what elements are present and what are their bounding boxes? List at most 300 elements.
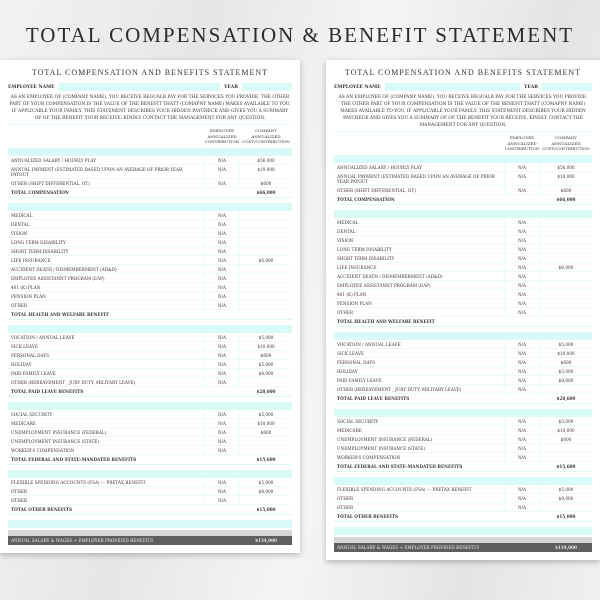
- intro-line: YOUR FAMILY. THIS STATEMENT DESCRIBES YOUR HIDDEN PAYCHECK AND GIVES YOU A SUMMARY OF OF THE BENEFIT YOUR: [34, 109, 289, 121]
- total-value: $15,600: [556, 463, 576, 469]
- employee-contribution[interactable]: N/A: [504, 349, 540, 357]
- statement-page-right: [326, 60, 600, 560]
- row-label: OTHER: [11, 302, 28, 308]
- header-spacer: [334, 135, 504, 152]
- employee-contribution[interactable]: N/A: [504, 385, 540, 393]
- table-row: [8, 351, 292, 360]
- hero-title: TOTAL COMPENSATION & BENEFIT STATEMENT: [25, 23, 575, 47]
- employee-contribution[interactable]: N/A: [204, 247, 240, 255]
- header-spacer: [8, 128, 204, 145]
- company-cost[interactable]: [540, 245, 592, 253]
- table-row: [8, 446, 292, 455]
- employee-contribution-header: [504, 135, 540, 152]
- total-label: TOTAL OTHER BENEFITS: [337, 513, 398, 519]
- row-label: MEDICARE: [11, 420, 36, 426]
- employee-contribution[interactable]: N/A: [504, 453, 540, 461]
- column-headers: [8, 124, 292, 148]
- employee-contribution[interactable]: N/A: [204, 274, 240, 282]
- header-line: CONTRIBUTION: [504, 146, 540, 151]
- total-label: TOTAL COMPENSATION: [337, 196, 395, 202]
- employee-contribution[interactable]: N/A: [204, 283, 240, 291]
- row-label: OTHER: [337, 504, 354, 510]
- header-line: ANNUALIZED: [507, 140, 537, 146]
- table-row: [334, 503, 592, 512]
- row-label: EMPLOYEE ASSISTANNT PROGRAM (EAP): [11, 275, 105, 281]
- row-label: VOCATION / ANNUAL LEAVE: [11, 334, 75, 340]
- employee-contribution[interactable]: N/A: [504, 299, 540, 307]
- table-row: [334, 218, 592, 227]
- table-row: [334, 376, 592, 385]
- company-cost[interactable]: $10,000: [557, 173, 575, 179]
- employee-contribution[interactable]: N/A: [504, 376, 540, 384]
- row-label: OTHER (SHIFT DIFFERENTIAL, OT): [11, 180, 90, 186]
- section-total-row: [8, 505, 292, 515]
- company-cost[interactable]: [240, 211, 292, 219]
- employee-contribution[interactable]: N/A: [504, 435, 540, 443]
- employee-contribution[interactable]: N/A: [204, 220, 240, 228]
- header-line: ANNUALIZED: [551, 140, 581, 146]
- table-row: [8, 378, 292, 387]
- table-row: [334, 435, 592, 444]
- company-cost[interactable]: [240, 437, 292, 445]
- row-label: FLEXIBLE SPENDING ACCOUNTS (FSA) --- PRETAX BENEFIT: [337, 486, 472, 492]
- row-label: FLEXIBLE SPENDING ACCOUNTS (FSA) --- PRETAX BENEFIT: [11, 479, 146, 485]
- total-label: TOTAL FEDERAL AND STATE-MANDATED BENEFITS: [337, 463, 463, 469]
- employee-contribution[interactable]: N/A: [204, 165, 240, 178]
- row-label: SOCIAL SECURITY: [337, 418, 379, 424]
- table-row: [334, 281, 592, 290]
- row-label: PERSONAL DAYS: [337, 359, 375, 365]
- company-cost[interactable]: [240, 301, 292, 309]
- section-header-band: [334, 477, 592, 485]
- employee-contribution[interactable]: N/A: [504, 358, 540, 366]
- employee-contribution[interactable]: N/A: [204, 211, 240, 219]
- row-label: OTHER: [337, 309, 354, 315]
- row-label: ANNUAL PAYMENT (ESTIMATED BASED UPON AN AVERAGE OF PRIOR YEAR PAYOUT: [11, 166, 183, 177]
- row-label: OTHER (BEREAVEMENT , JURY DUTY, MILITARY LEAVE): [11, 379, 136, 385]
- table-row: [8, 301, 292, 310]
- table-row: [8, 179, 292, 188]
- row-label: 401 (K) PLAN: [11, 284, 41, 290]
- intro-line: AS AN EMPLOYEE OF (COMPANY NAME), YOU RECEIVE REGUALR PAY FOR THE SERVICES YOU PROVIDE. THE OTHER PART: [9, 95, 290, 107]
- section-header-band: [334, 155, 592, 163]
- row-label: VISION: [11, 230, 28, 236]
- employee-contribution[interactable]: N/A: [204, 351, 240, 359]
- row-label: PENSION PLAN: [11, 293, 46, 299]
- employee-contribution[interactable]: N/A: [504, 172, 540, 185]
- table-row: [334, 263, 592, 272]
- company-cost[interactable]: [540, 308, 592, 316]
- company-cost[interactable]: $600: [560, 187, 572, 193]
- table-row: [334, 308, 592, 317]
- table-row: [8, 428, 292, 437]
- row-label: ACCIDENT DEATH / DISMEMBERMENT (AD&D): [337, 273, 443, 279]
- employee-contribution[interactable]: N/A: [504, 367, 540, 375]
- employee-contribution[interactable]: N/A: [204, 292, 240, 300]
- section-header-band: [334, 332, 592, 340]
- intro-paragraph: [8, 94, 292, 122]
- row-label: UNEMPLOYMENT INSURANCE (STATE): [337, 445, 425, 451]
- table-row: [8, 333, 292, 342]
- table-row: [8, 360, 292, 369]
- intro-line: AS AN EMPLOYEE OF (COMPANY NAME), YOU RECEIVE REGUALR PAY FOR THE SERVICES YOU PROVIDE. THE OTHER PART: [338, 95, 588, 107]
- total-value: $15,000: [256, 506, 276, 512]
- grand-total-value: $134,000: [555, 544, 577, 550]
- employee-contribution[interactable]: N/A: [204, 265, 240, 273]
- employee-name-label: EMPLOYEE NAME: [8, 84, 55, 90]
- document-title: TOTAL COMPENSATION AND BENEFITS STATEMENT: [344, 68, 582, 77]
- employee-contribution[interactable]: N/A: [204, 446, 240, 454]
- row-label: ANNUALIZED SALARY / HOURLY PLAY: [11, 157, 97, 163]
- section-header-band: [8, 148, 292, 156]
- employee-contribution[interactable]: N/A: [204, 229, 240, 237]
- employee-contribution[interactable]: N/A: [204, 437, 240, 445]
- table-row: [334, 494, 592, 503]
- employee-contribution[interactable]: N/A: [504, 426, 540, 434]
- company-cost[interactable]: $5,000: [258, 361, 274, 367]
- intro-line: RECEIVE. KINDLY CONTACT THE MANAGEMENT FOR ANY QUESTION.: [99, 116, 266, 121]
- total-value: $66,000: [556, 196, 576, 202]
- summary-band: [8, 520, 292, 528]
- table-row: [334, 485, 592, 494]
- employee-contribution[interactable]: N/A: [504, 163, 540, 171]
- total-label: TOTAL COMPENSATION: [11, 189, 69, 195]
- section-total-row: [334, 512, 592, 522]
- table-row: [334, 367, 592, 376]
- company-cost[interactable]: $5,000: [558, 486, 574, 492]
- row-label: OTHER: [11, 488, 28, 494]
- table-row: [334, 453, 592, 462]
- employee-contribution[interactable]: N/A: [504, 503, 540, 511]
- table-row: [334, 426, 592, 435]
- company-cost[interactable]: $6,000: [258, 257, 274, 263]
- table-row: [334, 349, 592, 358]
- employee-contribution[interactable]: N/A: [204, 342, 240, 350]
- employee-name-field[interactable]: [59, 83, 221, 91]
- header-line: ANNUALIZED: [207, 133, 237, 139]
- intro-paragraph: [334, 94, 592, 129]
- summary-band: [334, 527, 592, 535]
- company-cost[interactable]: $600: [260, 180, 272, 186]
- row-label: HOLIDAY: [337, 368, 358, 374]
- company-cost[interactable]: [540, 290, 592, 298]
- table-row: [334, 290, 592, 299]
- company-cost[interactable]: $5,000: [558, 341, 574, 347]
- row-label: DENTAL: [337, 228, 356, 234]
- row-label: WORKER'S COMPENSATION: [11, 447, 75, 453]
- company-cost[interactable]: $10,000: [557, 350, 575, 356]
- employee-name-row: [8, 82, 292, 92]
- table-row: [8, 220, 292, 229]
- table-row: [8, 496, 292, 505]
- row-label: LIFE INSURANCE: [337, 264, 377, 270]
- employee-contribution[interactable]: N/A: [504, 227, 540, 235]
- employee-contribution[interactable]: N/A: [504, 281, 540, 289]
- company-cost[interactable]: $600: [560, 359, 572, 365]
- employee-contribution[interactable]: N/A: [204, 369, 240, 377]
- company-cost[interactable]: [240, 274, 292, 282]
- company-cost[interactable]: [540, 453, 592, 461]
- intro-line: RECEIVE. KINDLY CONTACT THE MANAGEMENT FOR ANY QUESTION.: [419, 116, 583, 128]
- employee-contribution[interactable]: N/A: [504, 494, 540, 502]
- company-cost[interactable]: [240, 238, 292, 246]
- company-cost[interactable]: $56,000: [557, 164, 575, 170]
- table-row: [334, 186, 592, 195]
- section-header-band: [8, 325, 292, 333]
- row-label: PAID FAMILY LEAVE: [337, 377, 382, 383]
- company-cost[interactable]: $8,000: [258, 370, 274, 376]
- company-cost-header: [240, 128, 292, 145]
- header-line: ANNUALIZED: [251, 133, 281, 139]
- company-cost[interactable]: [540, 503, 592, 511]
- year-label: YEAR: [224, 84, 238, 90]
- table-row: [8, 256, 292, 265]
- company-cost[interactable]: $5,000: [258, 479, 274, 485]
- intro-line: OF YOUR COMPENSATION IS THE VALUE OF THE BENEFIT THATT (COMAPNY NAME) MAKES AVAILABLE TO YOU. IF APPLICABLE: [340, 102, 586, 114]
- company-cost[interactable]: $5,000: [558, 368, 574, 374]
- employee-contribution[interactable]: N/A: [504, 485, 540, 493]
- table-row: [8, 410, 292, 419]
- section-total-row: [334, 394, 592, 404]
- employee-contribution[interactable]: N/A: [504, 340, 540, 348]
- table-row: [8, 165, 292, 179]
- table-row: [8, 292, 292, 301]
- table-row: [334, 236, 592, 245]
- company-cost[interactable]: $10,000: [257, 166, 275, 172]
- company-cost[interactable]: $8,000: [558, 495, 574, 501]
- employee-contribution[interactable]: N/A: [204, 360, 240, 368]
- company-cost[interactable]: [240, 292, 292, 300]
- company-cost[interactable]: $56,000: [257, 157, 275, 163]
- employee-contribution[interactable]: N/A: [504, 417, 540, 425]
- company-cost[interactable]: [240, 220, 292, 228]
- table-row: [334, 385, 592, 394]
- statement-page-left: [0, 60, 300, 553]
- grand-total-label: ANNUAL SALARY & WAGES + EMPLOYER PROVIDED BENEFITS: [11, 537, 154, 543]
- row-label: SHORT TERM DISABILITY: [11, 248, 69, 254]
- row-label: MEDICAL: [337, 219, 359, 225]
- company-cost[interactable]: [240, 378, 292, 386]
- company-cost[interactable]: $600: [560, 436, 572, 442]
- employee-contribution[interactable]: N/A: [204, 487, 240, 495]
- row-label: UNEMPLOYMENT INSURANCE (STATE): [11, 438, 99, 444]
- section-header-band: [334, 210, 592, 218]
- employee-contribution[interactable]: N/A: [204, 496, 240, 504]
- company-cost[interactable]: $8,000: [558, 377, 574, 383]
- table-row: [8, 265, 292, 274]
- employee-contribution[interactable]: N/A: [204, 478, 240, 486]
- company-cost[interactable]: $5,000: [558, 418, 574, 424]
- row-label: MEDICARE: [337, 427, 362, 433]
- row-label: LIFE INSURANCE: [11, 257, 51, 263]
- benefits-table: [8, 124, 292, 545]
- company-cost[interactable]: [540, 254, 592, 262]
- company-cost[interactable]: $10,000: [557, 427, 575, 433]
- column-headers: [334, 131, 592, 155]
- employee-contribution[interactable]: N/A: [504, 308, 540, 316]
- row-label: ANNUALIZED SALARY / HOURLY PLAY: [337, 164, 423, 170]
- employee-contribution[interactable]: N/A: [204, 333, 240, 341]
- table-row: [334, 417, 592, 426]
- total-label: TOTAL PAID LEAVE BENEFITS: [11, 388, 84, 394]
- employee-contribution[interactable]: N/A: [204, 301, 240, 309]
- row-label: VOCATION / ANNUAL LEAVE: [337, 341, 401, 347]
- company-cost[interactable]: [240, 247, 292, 255]
- section-header-band: [8, 470, 292, 478]
- total-value: $28,600: [256, 388, 276, 394]
- table-row: [334, 340, 592, 349]
- company-cost[interactable]: $600: [260, 352, 272, 358]
- header-line: COMPANY: [555, 135, 577, 140]
- total-value: $28,600: [556, 395, 576, 401]
- table-row: [334, 227, 592, 236]
- company-cost[interactable]: $5,000: [258, 411, 274, 417]
- company-cost-header: [540, 135, 592, 152]
- company-cost[interactable]: [540, 227, 592, 235]
- employee-contribution[interactable]: N/A: [204, 256, 240, 264]
- document-title: TOTAL COMPENSATION AND BENEFITS STATEMENT: [31, 68, 269, 77]
- intro-line: YOUR FAMILY. THIS STATEMENT DESCRIBES YOUR HIDDEN PAYCHECK AND GIVES YOU A SUMMARY OF OF THE BENEFIT YOUR: [343, 109, 586, 121]
- employee-contribution[interactable]: N/A: [504, 263, 540, 271]
- benefits-table: [334, 131, 592, 552]
- header-line: CONTRIBUTION: [204, 139, 240, 144]
- company-cost[interactable]: $10,000: [257, 343, 275, 349]
- grand-total-row: [334, 543, 592, 552]
- row-label: OTHER: [337, 495, 354, 501]
- row-label: VISION: [337, 237, 354, 243]
- header-line: COST/CONTRIBUTION: [542, 146, 590, 151]
- employee-contribution[interactable]: N/A: [204, 378, 240, 386]
- year-field[interactable]: [242, 83, 292, 91]
- header-line: COMPANY: [255, 128, 277, 133]
- employee-contribution[interactable]: N/A: [504, 444, 540, 452]
- year-label: YEAR: [524, 84, 538, 90]
- row-label: PERSONAL DAYS: [11, 352, 49, 358]
- table-row: [8, 437, 292, 446]
- employee-contribution[interactable]: N/A: [204, 179, 240, 187]
- company-cost[interactable]: [240, 446, 292, 454]
- company-cost[interactable]: [240, 496, 292, 504]
- employee-contribution[interactable]: N/A: [204, 428, 240, 436]
- employee-name-row: [334, 82, 592, 92]
- row-label: 401 (K) PLAN: [337, 291, 367, 297]
- row-label: WORKER'S COMPENSATION: [337, 454, 401, 460]
- row-label: OTHER (BEREAVEMENT , JURY DUTY, MILITARY LEAVE): [337, 386, 462, 392]
- row-label: PENSION PLAN: [337, 300, 372, 306]
- company-cost[interactable]: [240, 265, 292, 273]
- row-label: EMPLOYEE ASSISTANNT PROGRAM (EAP): [337, 282, 431, 288]
- row-label: SHORT TERM DISABILITY: [337, 255, 395, 261]
- section-total-row: [8, 310, 292, 320]
- company-cost[interactable]: [540, 444, 592, 452]
- total-value: [240, 310, 292, 319]
- company-cost[interactable]: $6,000: [558, 264, 574, 270]
- company-cost[interactable]: [540, 281, 592, 289]
- table-row: [8, 229, 292, 238]
- table-row: [334, 245, 592, 254]
- section-header-band: [334, 409, 592, 417]
- company-cost[interactable]: [240, 229, 292, 237]
- company-cost[interactable]: $5,000: [258, 334, 274, 340]
- row-label: DENTAL: [11, 221, 30, 227]
- table-row: [8, 247, 292, 256]
- row-label: ANNUAL PAYMENT (ESTIMATED BASED UPON AN AVERAGE OF PRIOR YEAR PAYOUT: [337, 173, 495, 184]
- company-cost[interactable]: $600: [260, 429, 272, 435]
- employee-contribution[interactable]: N/A: [504, 254, 540, 262]
- section-total-row: [334, 317, 592, 327]
- section-header-band: [8, 402, 292, 410]
- total-label: TOTAL FEDERAL AND STATE-MANDATED BENEFITS: [11, 456, 137, 462]
- total-value: $15,000: [556, 513, 576, 519]
- company-cost[interactable]: [540, 299, 592, 307]
- company-cost[interactable]: [540, 218, 592, 226]
- employee-contribution[interactable]: N/A: [204, 156, 240, 164]
- employee-contribution-header: [204, 128, 240, 145]
- header-line: COST/CONTRIBUTION: [242, 139, 290, 144]
- company-cost[interactable]: $8,000: [258, 488, 274, 494]
- employee-contribution[interactable]: N/A: [204, 410, 240, 418]
- section-total-row: [8, 455, 292, 465]
- employee-contribution[interactable]: N/A: [504, 272, 540, 280]
- row-label: UNEMPLOYMENT INSURANCE (FEDERAL): [337, 436, 433, 442]
- year-field[interactable]: [542, 83, 592, 91]
- table-row: [8, 238, 292, 247]
- employee-contribution[interactable]: N/A: [204, 238, 240, 246]
- total-value: [540, 317, 592, 326]
- table-row: [8, 342, 292, 351]
- row-label: LONG TERM DISABILITY: [337, 246, 392, 252]
- company-cost[interactable]: [540, 385, 592, 393]
- total-label: TOTAL OTHER BENEFITS: [11, 506, 72, 512]
- employee-name-label: EMPLOYEE NAME: [334, 84, 381, 90]
- employee-contribution[interactable]: N/A: [504, 245, 540, 253]
- table-row: [334, 358, 592, 367]
- employee-contribution[interactable]: N/A: [204, 419, 240, 427]
- grand-total-value: $134,000: [255, 537, 277, 543]
- table-row: [8, 211, 292, 220]
- company-cost[interactable]: [540, 236, 592, 244]
- total-value: $15,600: [256, 456, 276, 462]
- total-label: TOTAL HEALTH AND WELFARE BENEFIT: [337, 318, 435, 324]
- row-label: SICK LEAVE: [11, 343, 38, 349]
- table-row: [8, 274, 292, 283]
- employee-contribution[interactable]: N/A: [504, 236, 540, 244]
- row-label: SICK LEAVE: [337, 350, 364, 356]
- table-row: [8, 283, 292, 292]
- company-cost[interactable]: $10,000: [257, 420, 275, 426]
- company-cost[interactable]: [240, 283, 292, 291]
- row-label: SOCIAL SECURITY: [11, 411, 53, 417]
- table-row: [8, 369, 292, 378]
- intro-line: OF YOUR COMPENSATION IS THE VALUE OF THE BENEFIT THATT (COMAPNY NAME) MAKES AVAILABLE TO YOU. IF APPLICABLE: [11, 102, 291, 114]
- table-row: [334, 172, 592, 186]
- row-label: ACCIDENT DEATH / DISMEMBERMENT (AD&D): [11, 266, 117, 272]
- table-row: [8, 156, 292, 165]
- section-header-band: [8, 203, 292, 211]
- table-row: [8, 487, 292, 496]
- grand-total-label: ANNUAL SALARY & WAGES + EMPLOYER PROVIDED BENEFITS: [337, 544, 480, 550]
- employee-name-field[interactable]: [385, 83, 521, 91]
- employee-contribution[interactable]: N/A: [504, 218, 540, 226]
- section-total-row: [334, 195, 592, 205]
- total-label: TOTAL HEALTH AND WELFARE BENEFIT: [11, 311, 109, 317]
- employee-contribution[interactable]: N/A: [504, 186, 540, 194]
- header-line: EMPLOYEE: [209, 128, 235, 133]
- row-label: MEDICAL: [11, 212, 33, 218]
- employee-contribution[interactable]: N/A: [504, 290, 540, 298]
- total-label: TOTAL PAID LEAVE BENEFITS: [337, 395, 410, 401]
- company-cost[interactable]: [540, 272, 592, 280]
